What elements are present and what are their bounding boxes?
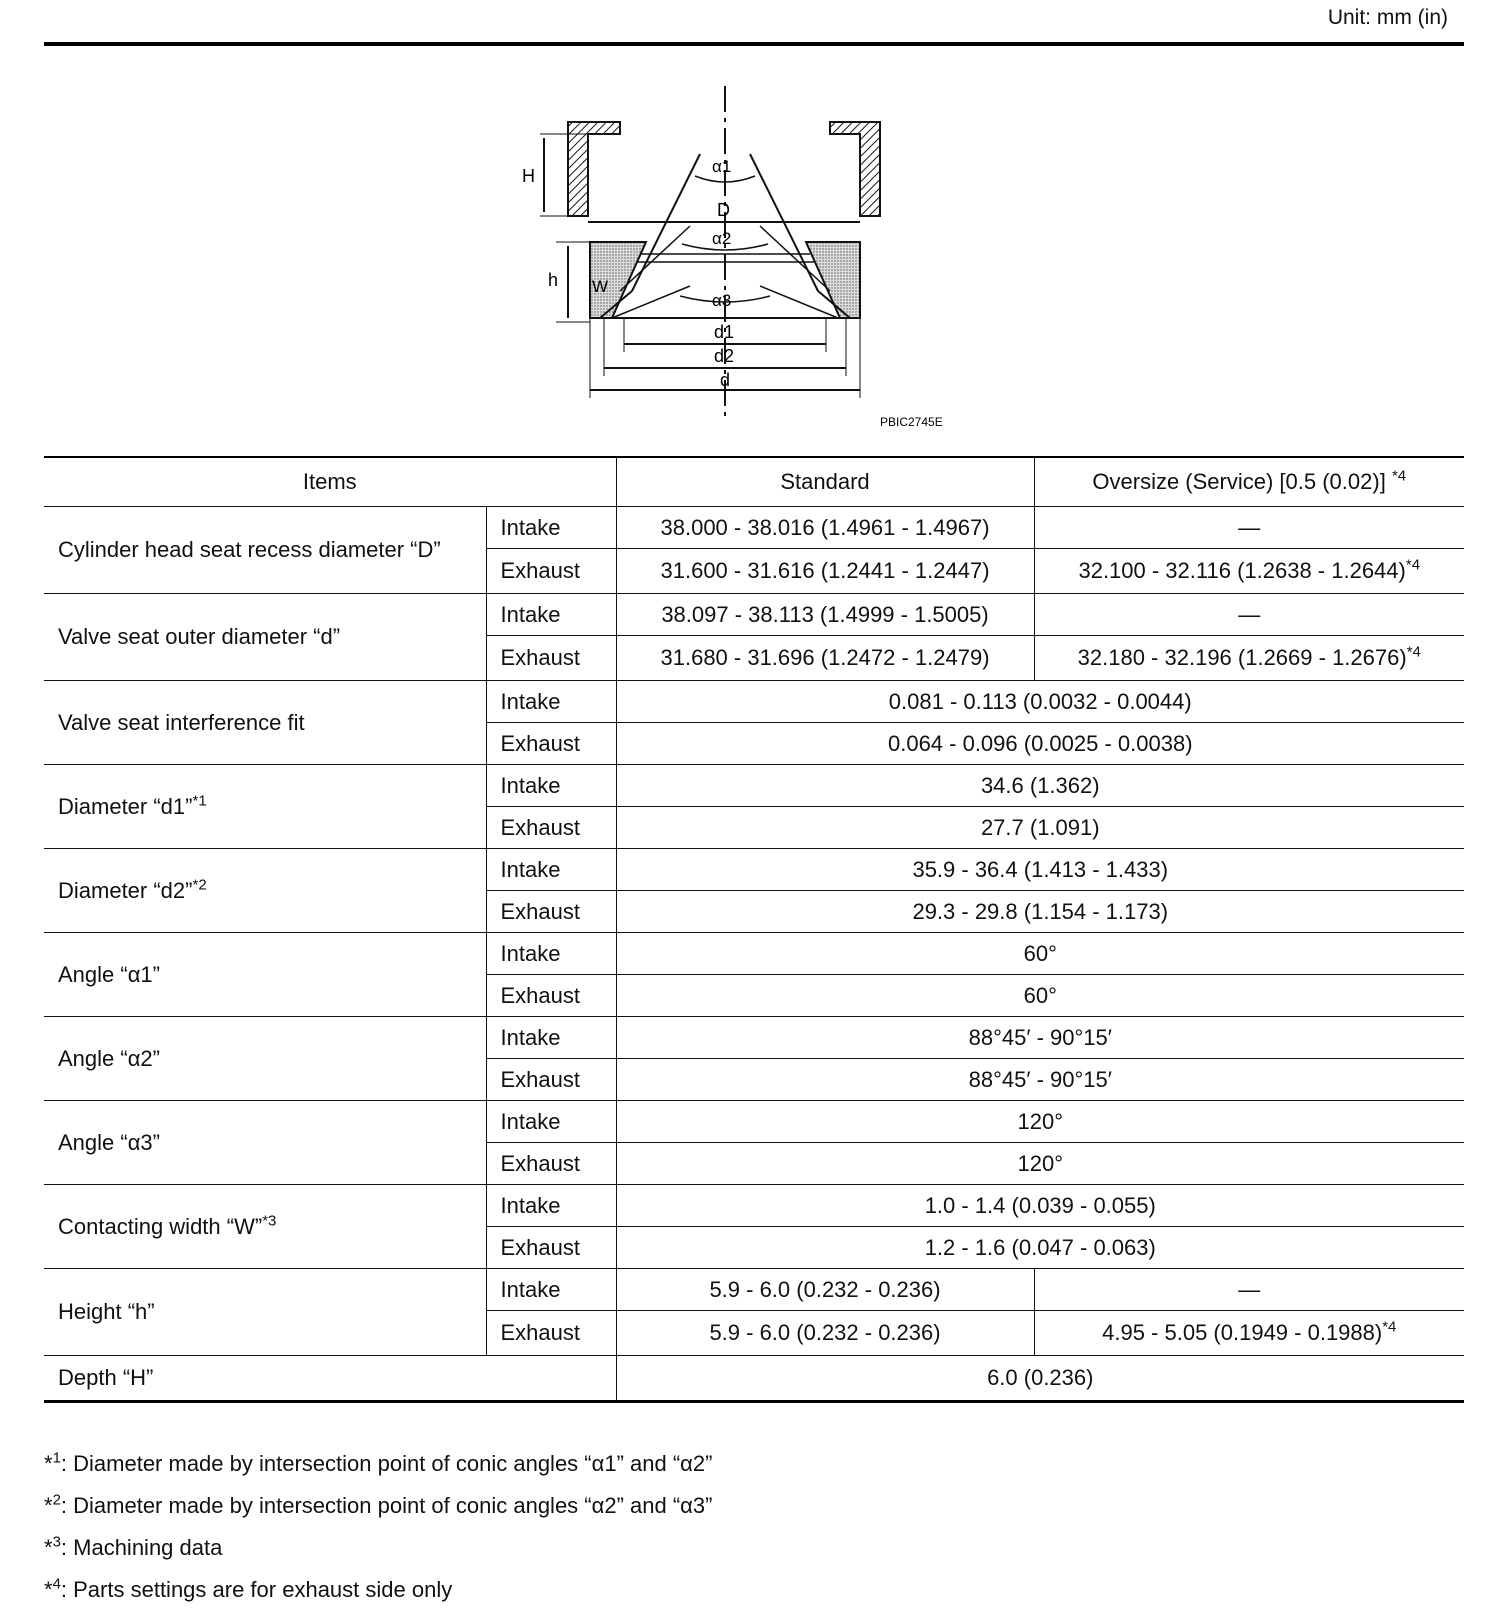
label-D: D (717, 200, 730, 220)
value: 60° (616, 975, 1464, 1017)
label-d1: d1 (714, 322, 735, 342)
figure-code: PBIC2745E (880, 415, 943, 429)
value: 27.7 (1.091) (616, 807, 1464, 849)
header-standard: Standard (616, 457, 1034, 507)
standard-value: 5.9 - 6.0 (0.232 - 0.236) (616, 1311, 1034, 1356)
table-row (44, 1185, 1464, 1227)
header-items: Items (44, 457, 616, 507)
header-oversize: Oversize (Service) [0.5 (0.02)] $^{*4}$ (1034, 457, 1464, 507)
side-label: Exhaust (486, 1311, 616, 1356)
standard-value: 5.9 - 6.0 (0.232 - 0.236) (616, 1269, 1034, 1311)
side-label: Exhaust (486, 975, 616, 1017)
side-label: Intake (486, 849, 616, 891)
oversize-value: 32.180 - 32.196 (1.2669 - 1.2676)$^{*4}$ (1034, 636, 1464, 681)
value: 120° (616, 1143, 1464, 1185)
label-alpha1: α1 (712, 157, 732, 176)
valve-seat-spec-table (44, 456, 1464, 1403)
oversize-value: 4.95 - 5.05 (0.1949 - 0.1988)$^{*4}$ (1034, 1311, 1464, 1356)
side-label: Exhaust (486, 723, 616, 765)
value: 34.6 (1.362) (616, 765, 1464, 807)
item-label: Cylinder head seat recess diameter “D” (44, 507, 486, 594)
standard-value: 38.000 - 38.016 (1.4961 - 1.4967) (616, 507, 1034, 549)
standard-value: 31.680 - 31.696 (1.2472 - 1.2479) (616, 636, 1034, 681)
label-alpha3: α3 (712, 291, 732, 310)
side-label: Exhaust (486, 636, 616, 681)
table-row (44, 933, 1464, 975)
side-label: Exhaust (486, 807, 616, 849)
side-label: Exhaust (486, 549, 616, 594)
table-row (44, 507, 1464, 549)
label-h: h (548, 270, 559, 290)
table-row (44, 765, 1464, 807)
value: 1.2 - 1.6 (0.047 - 0.063) (616, 1227, 1464, 1269)
oversize-value: — (1034, 594, 1464, 636)
value: 88°45′ - 90°15′ (616, 1059, 1464, 1101)
side-label: Intake (486, 681, 616, 723)
side-label: Intake (486, 594, 616, 636)
table-row (44, 1269, 1464, 1311)
item-label: Depth “H” (44, 1356, 616, 1402)
label-d2: d2 (714, 346, 735, 366)
table-header-row (44, 457, 1464, 507)
oversize-value: — (1034, 507, 1464, 549)
table-row (44, 1017, 1464, 1059)
standard-value: 31.600 - 31.616 (1.2441 - 1.2447) (616, 549, 1034, 594)
top-rule (44, 42, 1464, 46)
value: 6.0 (0.236) (616, 1356, 1464, 1402)
side-label: Intake (486, 507, 616, 549)
side-label: Intake (486, 765, 616, 807)
side-label: Intake (486, 1101, 616, 1143)
value: 29.3 - 29.8 (1.154 - 1.173) (616, 891, 1464, 933)
value: 0.064 - 0.096 (0.0025 - 0.0038) (616, 723, 1464, 765)
side-label: Intake (486, 933, 616, 975)
side-label: Exhaust (486, 1059, 616, 1101)
label-W: W (592, 277, 609, 296)
item-label: Contacting width “W”$^{*3}$ (44, 1185, 486, 1269)
item-label: Angle “α2” (44, 1017, 486, 1101)
item-label: Valve seat interference fit (44, 681, 486, 765)
footnote: *$^4$: Parts settings are for exhaust side only (44, 1575, 453, 1602)
footnote: *$^2$: Diameter made by intersection point of conic angles “α2” and “α3” (44, 1491, 713, 1518)
side-label: Intake (486, 1269, 616, 1311)
table-row (44, 681, 1464, 723)
value: 60° (616, 933, 1464, 975)
item-label: Height “h” (44, 1269, 486, 1356)
value: 0.081 - 0.113 (0.0032 - 0.0044) (616, 681, 1464, 723)
oversize-value: 32.100 - 32.116 (1.2638 - 1.2644)$^{*4}$ (1034, 549, 1464, 594)
table-row (44, 1356, 1464, 1402)
side-label: Exhaust (486, 1143, 616, 1185)
side-label: Exhaust (486, 1227, 616, 1269)
oversize-value: — (1034, 1269, 1464, 1311)
value: 1.0 - 1.4 (0.039 - 0.055) (616, 1185, 1464, 1227)
item-label: Valve seat outer diameter “d” (44, 594, 486, 681)
footnotes (44, 1443, 712, 1611)
label-d: d (720, 370, 731, 390)
label-alpha2: α2 (712, 229, 732, 248)
value: 88°45′ - 90°15′ (616, 1017, 1464, 1059)
side-label: Exhaust (486, 891, 616, 933)
value: 35.9 - 36.4 (1.413 - 1.433) (616, 849, 1464, 891)
unit-label: Unit: mm (in) (1327, 6, 1448, 29)
value: 120° (616, 1101, 1464, 1143)
footnote: *$^1$: Diameter made by intersection point of conic angles “α1” and “α2” (44, 1449, 713, 1476)
item-label: Diameter “d1”$^{*1}$ (44, 765, 486, 849)
valve-seat-diagram (522, 86, 980, 441)
table-row (44, 849, 1464, 891)
side-label: Intake (486, 1185, 616, 1227)
side-label: Intake (486, 1017, 616, 1059)
item-label: Angle “α1” (44, 933, 486, 1017)
table-row (44, 594, 1464, 636)
standard-value: 38.097 - 38.113 (1.4999 - 1.5005) (616, 594, 1034, 636)
table-row (44, 1101, 1464, 1143)
item-label: Diameter “d2”$^{*2}$ (44, 849, 486, 933)
footnote: *$^3$: Machining data (44, 1533, 223, 1560)
item-label: Angle “α3” (44, 1101, 486, 1185)
label-H: H (522, 166, 535, 186)
